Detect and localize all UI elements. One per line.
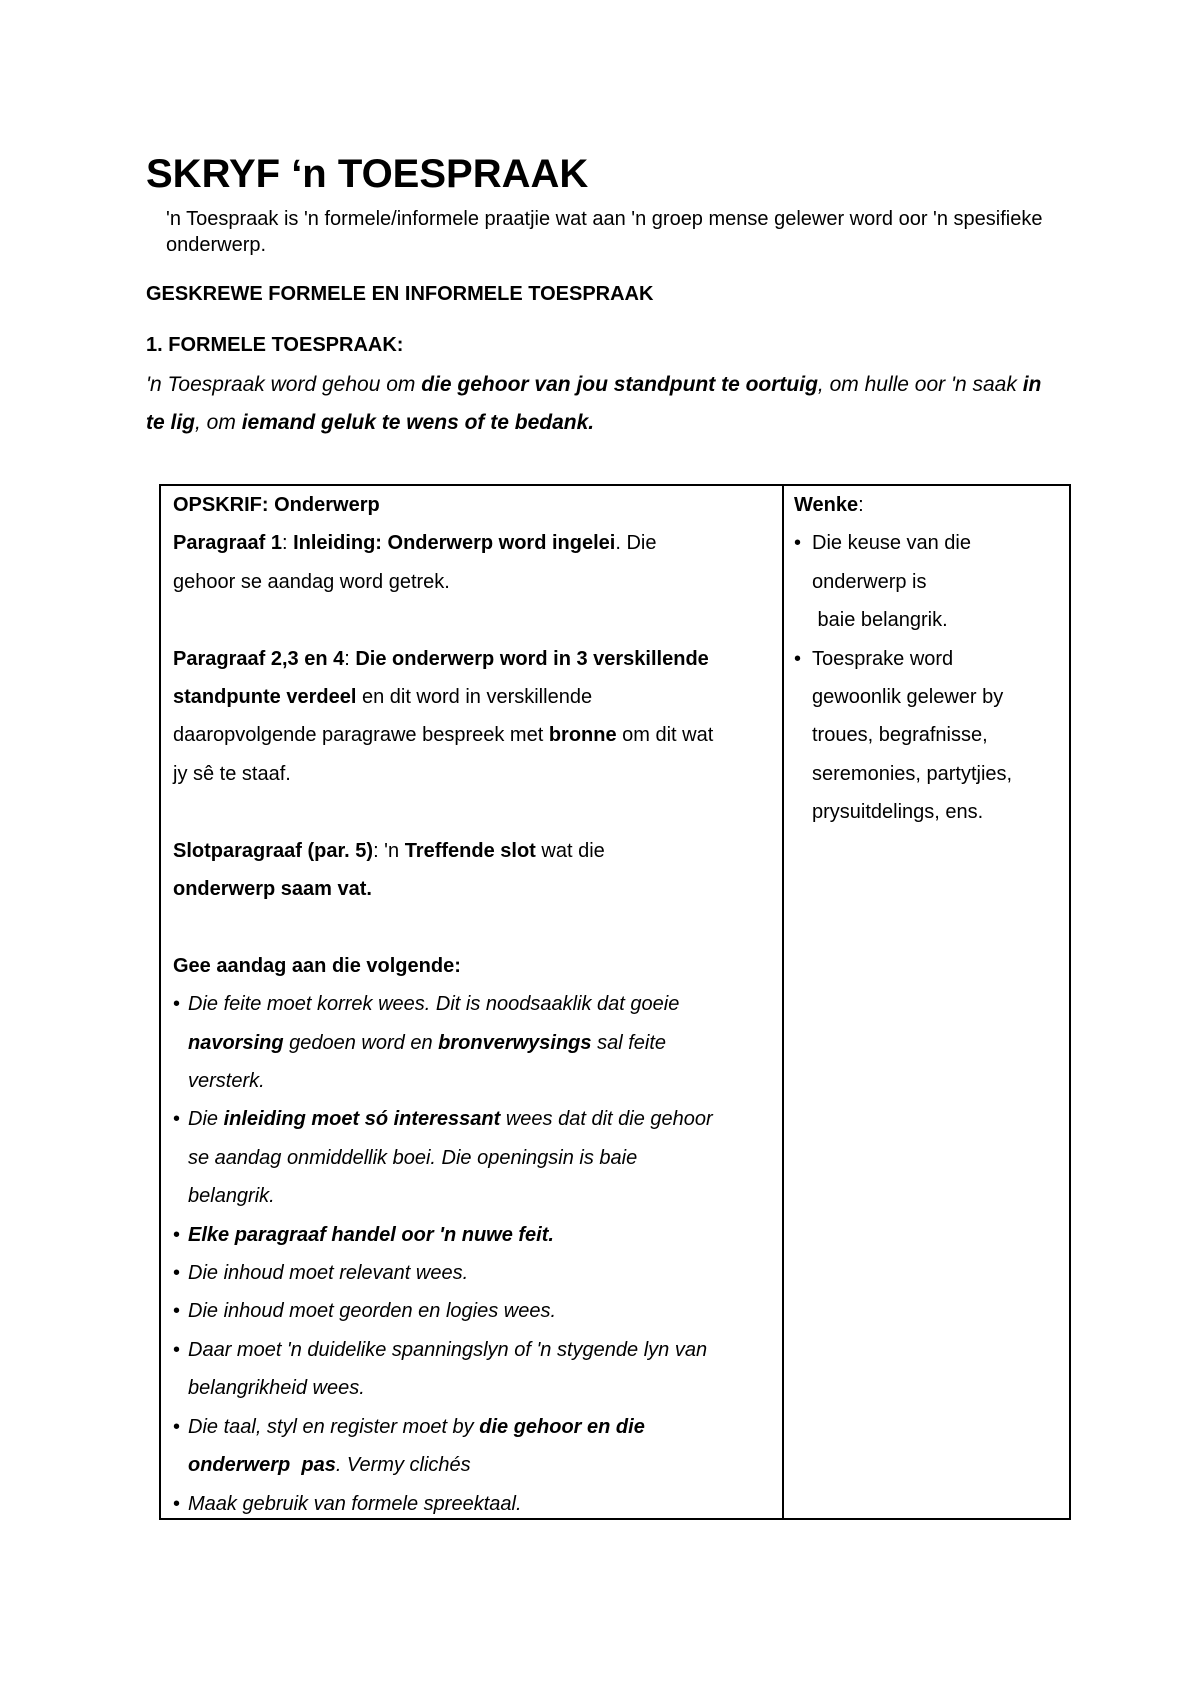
paragraph2-line: [173, 640, 772, 678]
list-item-continued: [173, 1446, 772, 1484]
gee-aandag-heading: [173, 947, 772, 985]
paragraph2-text: daaropvolgende paragrawe bespreek met: [173, 724, 549, 747]
page-title: SKRYF ‘n TOESPRAAK: [146, 152, 589, 196]
formal-speech-definition: [146, 366, 1046, 442]
section-heading: GESKREWE FORMELE EN INFORMELE TOESPRAAK: [146, 283, 654, 305]
list-item: [173, 1216, 772, 1254]
blank-line: [173, 908, 772, 946]
tip-text: gewoonlik gelewer by: [812, 686, 1004, 709]
definition-emphasis: in te lig: [146, 373, 1042, 434]
tip-text-block: [812, 640, 1012, 832]
list-item-text: versterk.: [188, 1070, 265, 1093]
gee-aandag-text: Gee aandag aan die volgende:: [173, 954, 461, 977]
separator: :: [858, 494, 864, 516]
list-item-continued: [173, 1139, 772, 1177]
opskrif-line: [173, 486, 772, 524]
list-item-emphasis: die gehoor en die: [479, 1415, 645, 1438]
bullet-icon: •: [794, 647, 802, 670]
list-item: [173, 1485, 772, 1523]
list-item-text: Die taal, styl en register moet by: [188, 1415, 480, 1438]
list-item-emphasis: onderwerp pas: [188, 1454, 336, 1477]
subsection-heading: 1. FORMELE TOESPRAAK:: [146, 334, 404, 356]
wenke-label: Wenke: [794, 494, 859, 516]
definition-text: 'n Toespraak word gehou om: [146, 373, 422, 396]
bronne-emphasis: bronne: [548, 724, 617, 747]
list-item: [173, 1254, 772, 1292]
bullet-icon: •: [173, 1300, 181, 1323]
separator: : 'n: [373, 839, 405, 862]
list-item-continued: [173, 1177, 772, 1215]
definition-emphasis: die gehoor van jou standpunt te oortuig: [421, 373, 818, 396]
tip-item: [794, 524, 1061, 639]
list-item-text: Die inhoud moet georden en logies wees.: [188, 1300, 557, 1323]
tip-text: Toesprake word: [812, 647, 954, 670]
definition-emphasis: iemand geluk te wens of te bedank.: [241, 411, 595, 434]
bullet-icon: •: [173, 1415, 181, 1438]
slot-text: wat die: [535, 839, 605, 862]
blank-line: [173, 601, 772, 639]
separator: :: [281, 532, 294, 555]
paragraph1-line: [173, 563, 772, 601]
bullet-icon: •: [173, 1108, 181, 1131]
bullet-icon: •: [173, 1492, 181, 1515]
separator: :: [344, 647, 356, 670]
slot-label: Slotparagraaf (par. 5): [173, 839, 374, 862]
definition-text: , om hulle oor 'n saak: [817, 373, 1023, 396]
list-item-text: Die inhoud moet relevant wees.: [188, 1262, 469, 1285]
paragraph2-line: [173, 755, 772, 793]
wenke-heading: [794, 486, 1061, 524]
list-item: [173, 1331, 772, 1369]
tip-text: prysuitdelings, ens.: [812, 801, 984, 824]
bullet-icon: •: [173, 1262, 181, 1285]
slot-line: [173, 832, 772, 870]
list-item-text: belangrik.: [188, 1185, 275, 1208]
paragraph2-text: jy sê te staaf.: [173, 762, 291, 785]
slot-line: [173, 870, 772, 908]
list-item-continued: [173, 1024, 772, 1062]
list-item-text: wees dat dit die gehoor: [500, 1108, 713, 1131]
list-item: [173, 1100, 772, 1138]
list-item-emphasis: Elke paragraaf handel oor 'n nuwe feit.: [188, 1223, 554, 1246]
opskrif-text: OPSKRIF: Onderwerp: [173, 494, 380, 516]
tips-column: [784, 486, 1069, 1518]
list-item-emphasis: bronverwysings: [438, 1031, 592, 1054]
paragraph1-line: [173, 524, 772, 562]
list-item-text: Maak gebruik van formele spreektaal.: [188, 1492, 522, 1515]
bullet-icon: •: [173, 1338, 181, 1361]
blank-line: [173, 793, 772, 831]
slot-title: Treffende slot: [404, 839, 536, 862]
paragraph2-text: en dit word in verskillende: [356, 686, 593, 709]
tip-text: troues, begrafnisse,: [812, 724, 988, 747]
list-item-text: sal feite: [591, 1031, 667, 1054]
list-item-text: gedoen word en: [283, 1031, 439, 1054]
list-item-text: se aandag onmiddellik boei. Die openingsin is baie: [188, 1146, 638, 1169]
paragraph2-label: Paragraaf 2,3 en 4: [173, 647, 345, 670]
tip-text: baie belangrik.: [812, 609, 948, 632]
structure-column: [161, 486, 784, 1518]
list-item: [173, 985, 772, 1023]
tip-text: onderwerp is: [812, 570, 927, 593]
list-item-text: Daar moet 'n duidelike spanningslyn of 'n stygende lyn van: [188, 1338, 708, 1361]
list-item-emphasis: navorsing: [188, 1031, 284, 1054]
paragraph1-label: Paragraaf 1: [173, 532, 282, 555]
paragraph2-line: [173, 716, 772, 754]
tip-text-block: [812, 524, 971, 639]
list-item-text: Die: [188, 1108, 224, 1131]
list-item-emphasis: inleiding moet só interessant: [223, 1108, 501, 1131]
paragraph1-text: gehoor se aandag word getrek.: [173, 570, 450, 593]
speech-structure-table: [159, 484, 1071, 1520]
paragraph2-title: standpunte verdeel: [173, 686, 357, 709]
bullet-icon: •: [794, 532, 802, 555]
paragraph1-title: Inleiding: Onderwerp word ingelei: [293, 532, 616, 555]
list-item: [173, 1408, 772, 1446]
paragraph2-title: Die onderwerp word in 3 verskillende: [355, 647, 709, 670]
slot-title: onderwerp saam vat.: [173, 878, 372, 901]
list-item-text: Die feite moet korrek wees. Dit is noodsaaklik dat goeie: [188, 993, 680, 1016]
bullet-icon: •: [173, 993, 181, 1016]
paragraph2-line: [173, 678, 772, 716]
tip-text: seremonies, partytjies,: [812, 762, 1013, 785]
paragraph1-text: . Die: [615, 532, 657, 555]
list-item: [173, 1292, 772, 1330]
list-item-continued: [173, 1062, 772, 1100]
tip-text: Die keuse van die: [812, 532, 971, 555]
bullet-icon: •: [173, 1223, 181, 1246]
intro-paragraph: 'n Toespraak is 'n formele/informele praatjie wat aan 'n groep mense gelewer word oor 'n spesifieke onderwerp.: [166, 208, 1043, 256]
tip-item: [794, 640, 1061, 832]
list-item-continued: [173, 1369, 772, 1407]
paragraph2-text: om dit wat: [616, 724, 714, 747]
list-item-text: belangrikheid wees.: [188, 1377, 365, 1400]
list-item-text: . Vermy clichés: [335, 1454, 471, 1477]
definition-text: , om: [195, 411, 242, 434]
